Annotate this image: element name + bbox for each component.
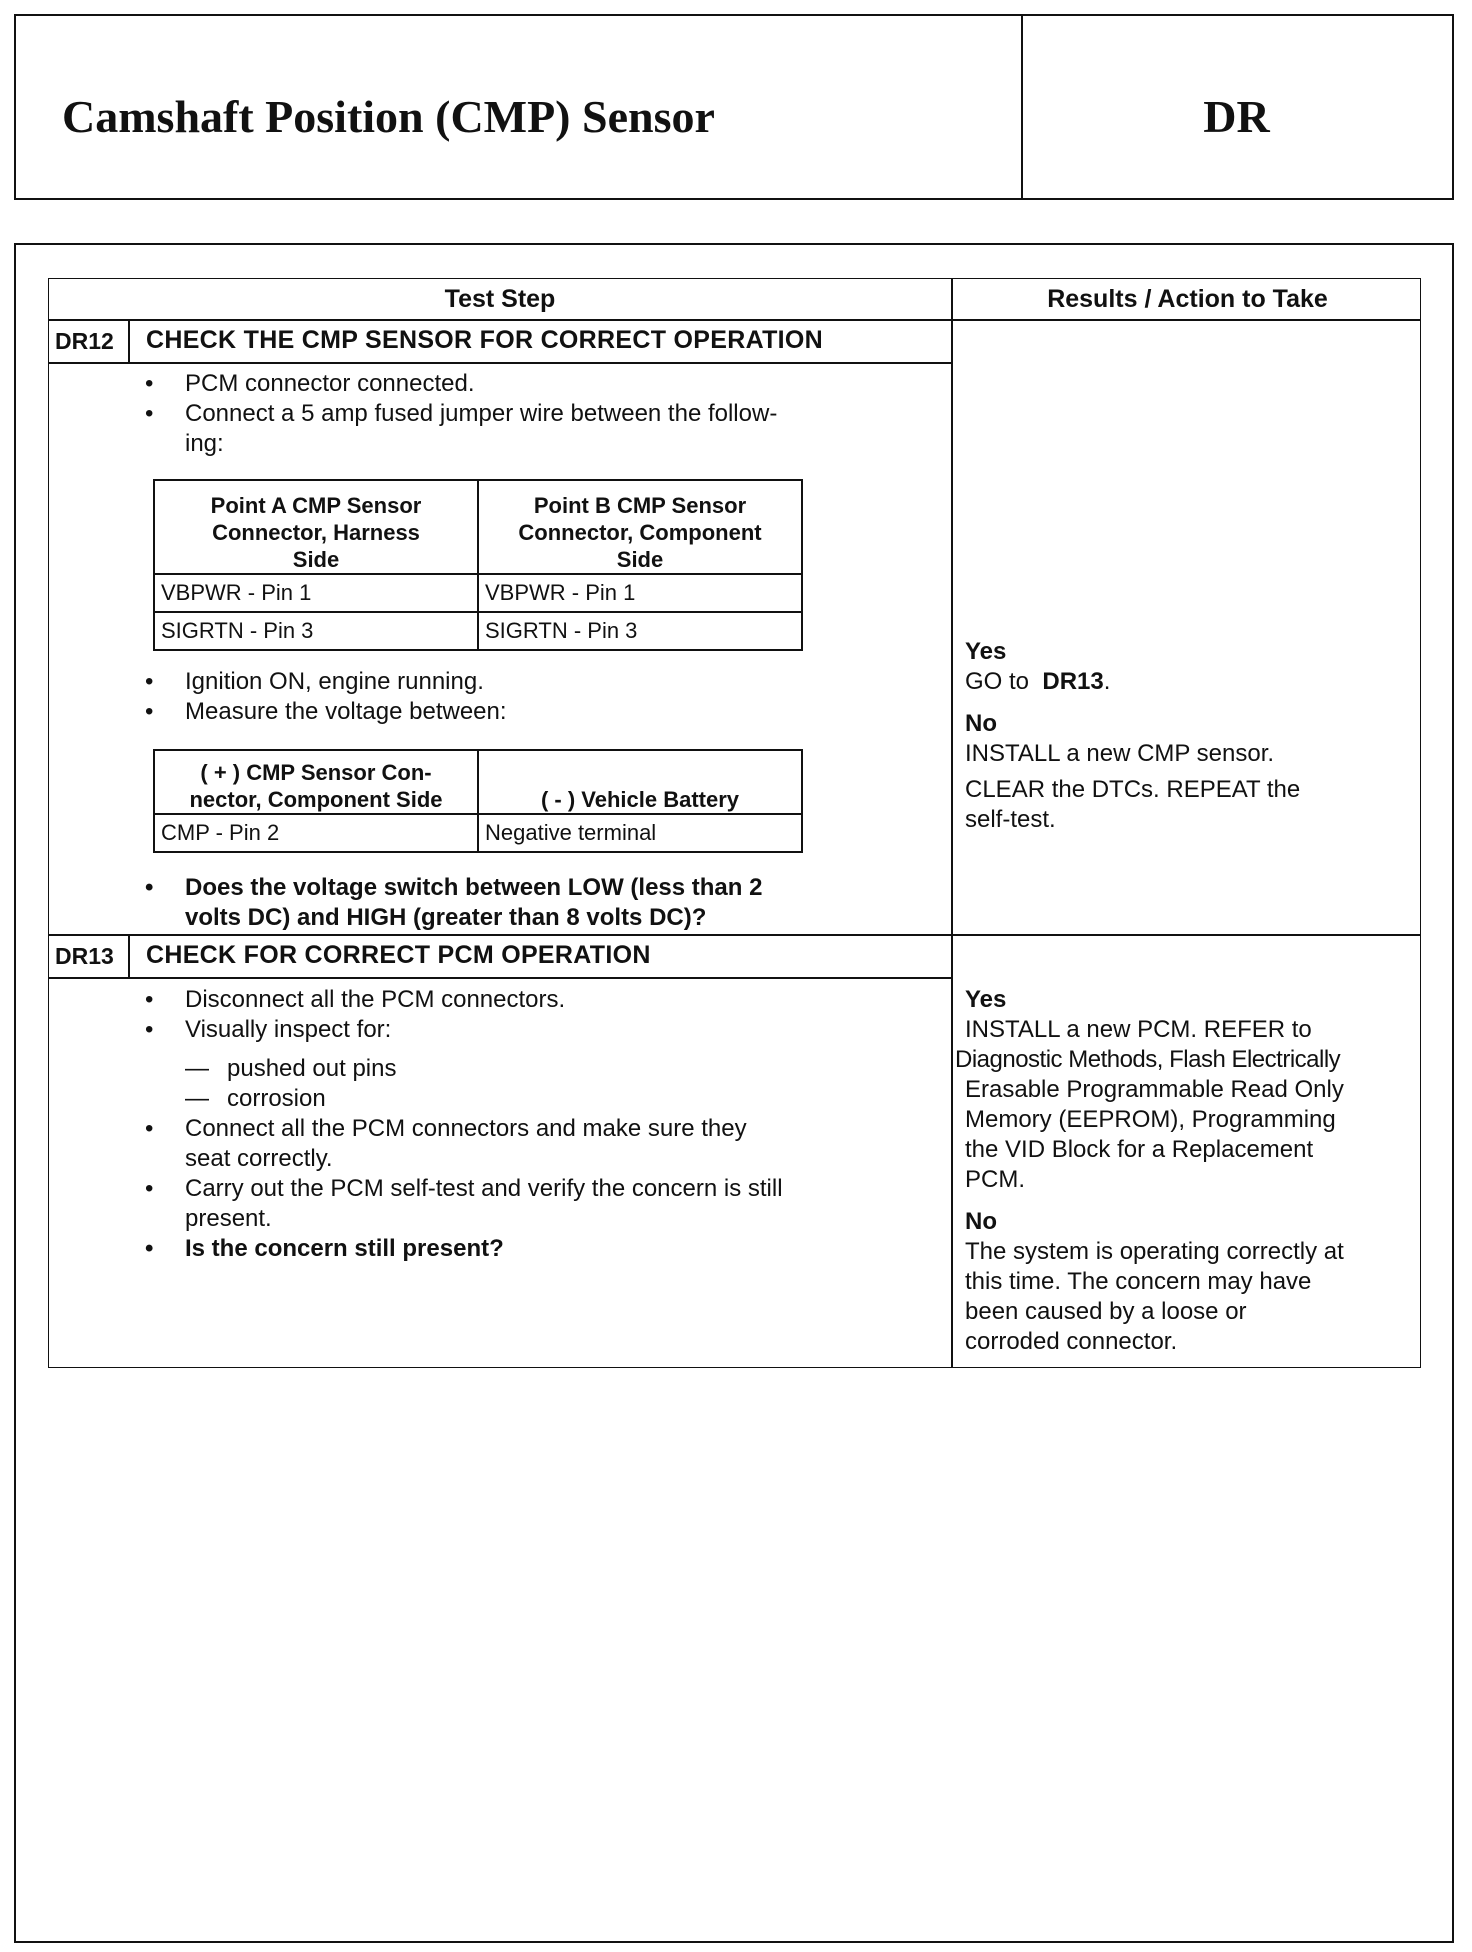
yes-action-line: Erasable Programmable Read Only bbox=[965, 1076, 1344, 1103]
dr12-step-title: CHECK THE CMP SENSOR FOR CORRECT OPERATION bbox=[146, 326, 823, 354]
page-header bbox=[14, 14, 1454, 200]
dr13-inspection-list bbox=[185, 1054, 396, 1114]
list-item: • Ignition ON, engine running. bbox=[141, 667, 507, 697]
table-row bbox=[154, 574, 802, 612]
yes-action-line: Memory (EEPROM), Programming bbox=[965, 1106, 1336, 1133]
table-row bbox=[154, 814, 802, 852]
dr12-results bbox=[965, 637, 1300, 835]
column-header-results: Results / Action to Take bbox=[1047, 285, 1328, 313]
no-action-line: INSTALL a new CMP sensor. bbox=[965, 740, 1275, 767]
no-label: No bbox=[965, 1208, 997, 1235]
list-item: • PCM connector connected. bbox=[141, 369, 777, 399]
list-item: — pushed out pins bbox=[185, 1054, 396, 1084]
dr12-step-id: DR12 bbox=[55, 328, 114, 354]
table-cell: SIGRTN - Pin 3 bbox=[478, 612, 802, 650]
table-row bbox=[154, 612, 802, 650]
no-action-line: been caused by a loose or bbox=[965, 1298, 1247, 1325]
dr13-instructions-2 bbox=[141, 1114, 783, 1264]
yes-action-line: Diagnostic Methods, Flash Electrically bbox=[955, 1046, 1341, 1073]
dr12-question bbox=[141, 873, 762, 933]
list-item: • Measure the voltage between: bbox=[141, 697, 507, 727]
dr13-step-title: CHECK FOR CORRECT PCM OPERATION bbox=[146, 941, 651, 969]
list-item: • Visually inspect for: bbox=[141, 1015, 565, 1045]
dr12-instructions-2 bbox=[141, 667, 507, 727]
dr12-dr13-divider bbox=[49, 934, 1420, 936]
table-cell: CMP - Pin 2 bbox=[154, 814, 478, 852]
list-item: • Does the voltage switch between LOW (less than 2 volts DC) and HIGH (greater than 8 volts DC)? bbox=[141, 873, 762, 933]
table-cell: SIGRTN - Pin 3 bbox=[154, 612, 478, 650]
dr13-id-divider bbox=[128, 934, 130, 977]
list-item: • Is the concern still present? bbox=[141, 1234, 783, 1264]
table-header-negative: ( - ) Vehicle Battery bbox=[478, 750, 802, 814]
dr12-instructions-1 bbox=[141, 369, 777, 459]
yes-label: Yes bbox=[965, 986, 1007, 1013]
no-action-line: self-test. bbox=[965, 806, 1056, 833]
column-header-test-step: Test Step bbox=[444, 285, 556, 313]
yes-action-line: the VID Block for a Replacement bbox=[965, 1136, 1314, 1163]
dr13-results bbox=[955, 985, 1344, 1357]
no-action-line: corroded connector. bbox=[965, 1328, 1178, 1355]
dr13-step-id: DR13 bbox=[55, 943, 114, 969]
voltage-measurement-table bbox=[153, 749, 803, 853]
section-code: DR bbox=[1203, 91, 1270, 142]
table-header-point-b: Point B CMP Sensor Connector, Component Side bbox=[478, 480, 802, 574]
no-action-line: this time. The concern may have bbox=[965, 1268, 1312, 1295]
column-divider bbox=[951, 279, 953, 1367]
dr12-title-divider bbox=[49, 362, 951, 364]
table-header-point-a: Point A CMP Sensor Connector, Harness Side bbox=[154, 480, 478, 574]
list-item: • Connect all the PCM connectors and make sure they seat correctly. bbox=[141, 1114, 783, 1174]
table-header-positive: ( + ) CMP Sensor Con- nector, Component Side bbox=[154, 750, 478, 814]
yes-action-line: INSTALL a new PCM. REFER to bbox=[965, 1016, 1312, 1043]
dr13-title-divider bbox=[49, 977, 951, 979]
page-title: Camshaft Position (CMP) Sensor bbox=[62, 91, 715, 142]
diagnostic-table bbox=[48, 278, 1421, 1368]
dr13-instructions-1 bbox=[141, 985, 565, 1045]
list-item: • Connect a 5 amp fused jumper wire between the follow- ing: bbox=[141, 399, 777, 459]
yes-action-line: PCM. bbox=[965, 1166, 1025, 1193]
header-row-divider bbox=[49, 319, 1420, 321]
list-item: — corrosion bbox=[185, 1084, 396, 1114]
list-item: • Disconnect all the PCM connectors. bbox=[141, 985, 565, 1015]
yes-label: Yes bbox=[965, 638, 1007, 665]
table-cell: VBPWR - Pin 1 bbox=[478, 574, 802, 612]
no-label: No bbox=[965, 710, 997, 737]
table-cell: Negative terminal bbox=[478, 814, 802, 852]
jumper-connection-table bbox=[153, 479, 803, 651]
yes-action: GO to DR13. bbox=[965, 668, 1111, 695]
dr12-id-divider bbox=[128, 319, 130, 362]
list-item: • Carry out the PCM self-test and verify the concern is still present. bbox=[141, 1174, 783, 1234]
no-action-line: The system is operating correctly at bbox=[965, 1238, 1344, 1265]
no-action-line: CLEAR the DTCs. REPEAT the bbox=[965, 776, 1301, 803]
table-cell: VBPWR - Pin 1 bbox=[154, 574, 478, 612]
